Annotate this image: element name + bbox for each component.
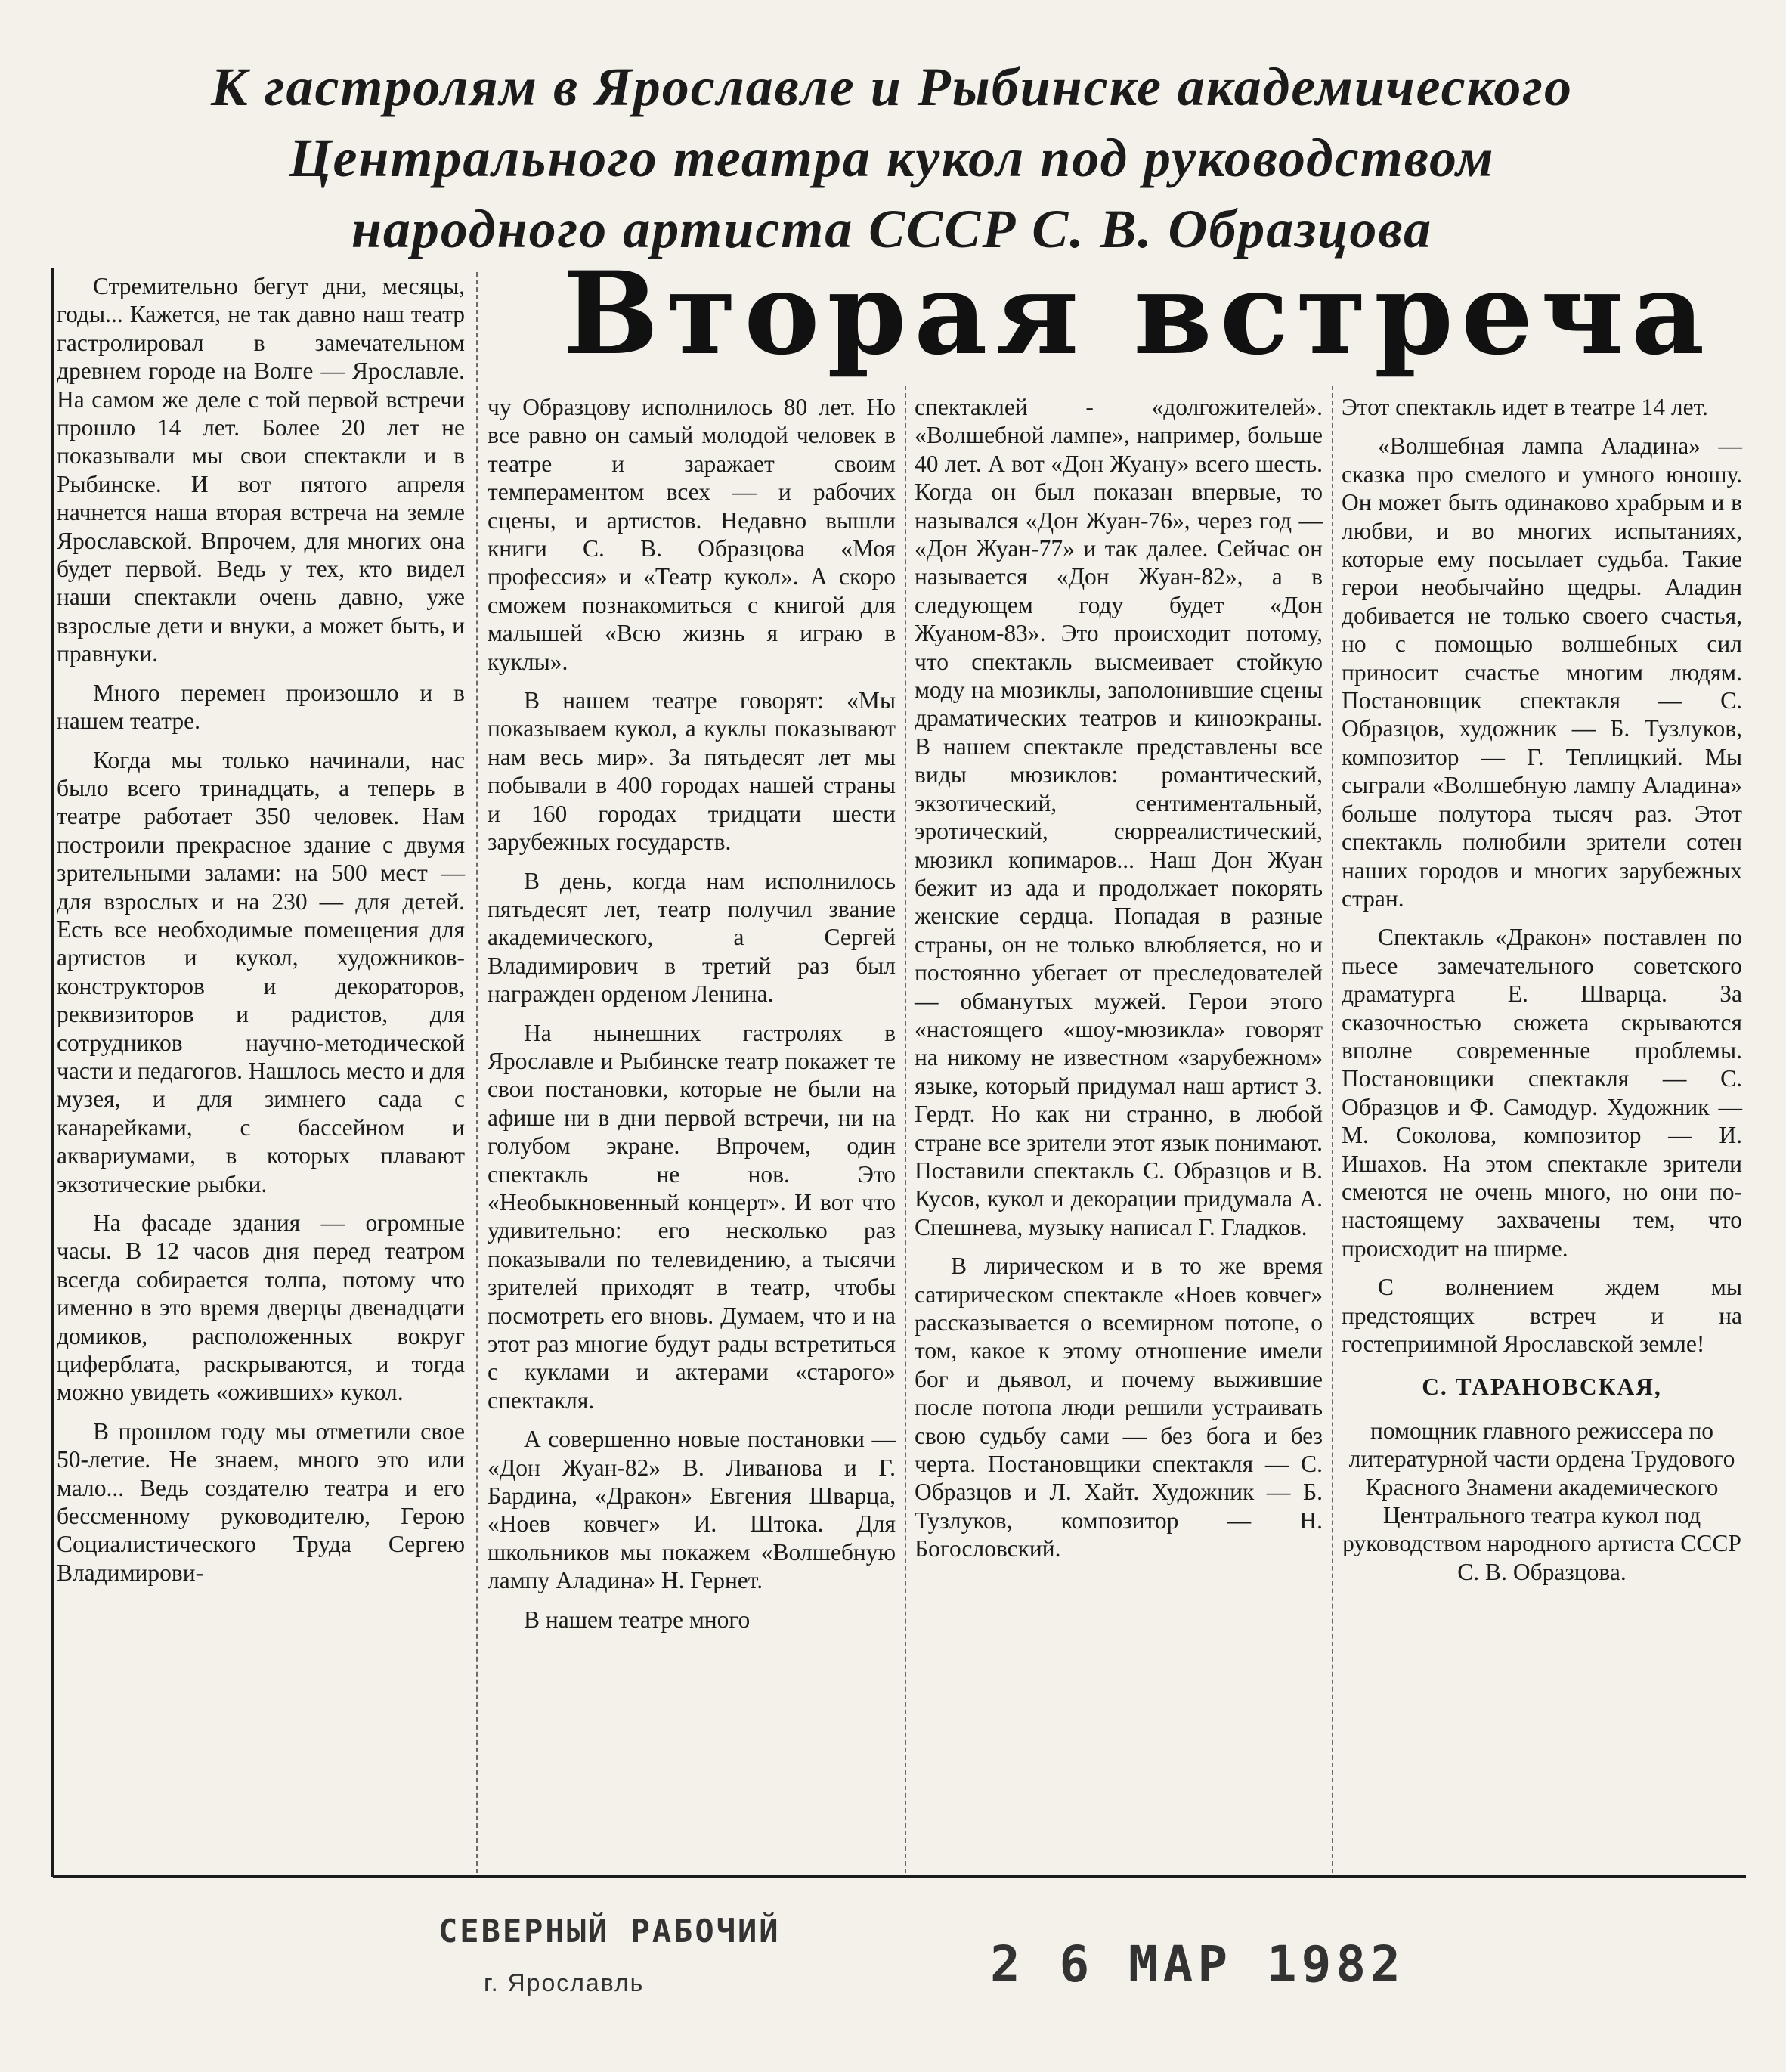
paragraph: С волнением ждем мы предстоящих встреч и на гостеприимной Ярославской земле!	[1342, 1274, 1742, 1357]
paragraph: Много перемен произошло и в нашем театре.	[57, 679, 465, 735]
city-stamp: г. Ярославль	[484, 1969, 645, 1996]
column-divider-2	[905, 386, 906, 1873]
paragraph: В прошлом году мы отметили свое 50-летие. Не знаем, много это или мало... Ведь создателю театра и его бессменному руководителю, Герою Социалистического Труда Сергею Владимирови-	[57, 1417, 465, 1586]
article-headline: Вторая встреча	[562, 247, 1713, 380]
paragraph: В нашем театре говорят: «Мы показываем кукол, а куклы показывают нам весь мир». За пятьдесят лет мы побывали в 400 городах нашей страны и 160 городах тридцати шести зарубежных государств.	[488, 687, 896, 856]
paragraph: Спектакль «Дракон» поставлен по пьесе замечательного советского драматурга Е. Шварца. За сказочностью сюжета скрываются вполне современные проблемы. Постановщики спектакля — С. Образцов и Ф. Самодур. Художник — М. Соколова, композитор — И. Ишахов. На этом спектакле зрители смеются не очень много, но они по-настоящему захвачены тем, что происходит на ширме.	[1342, 924, 1742, 1262]
article-column-4	[1342, 393, 1742, 1597]
article-column-2	[488, 393, 896, 1644]
author-position: помощник главного режиссера по литературной части ордена Трудового Красного Знамени академического Центрального театра кукол под руководством народного артиста СССР С. В. Образцова.	[1342, 1417, 1741, 1585]
supertitle-line-1: К гастролям в Ярославле и Рыбинске академического	[211, 57, 1573, 117]
supertitle-line-3: народного артиста СССР С. В. Образцова	[351, 199, 1433, 259]
newspaper-stamp: СЕВЕРНЫЙ РАБОЧИЙ	[438, 1912, 781, 1950]
paragraph: А совершенно новые постановки — «Дон Жуан-82» В. Ливанова и Г. Бардина, «Дракон» Евгения Шварца, «Ноев ковчег» И. Штока. Для школьников мы покажем «Волшебную лампу Аладина» Н. Гернет.	[488, 1426, 896, 1594]
paragraph: На фасаде здания — огромные часы. В 12 часов дня перед театром всегда собирается толпа, потому что именно в это время дверцы двенадцати домиков, расположенных вокруг циферблата, раскрываются, и тогда можно увидеть «оживших» кукол.	[57, 1209, 465, 1406]
paragraph: Стремительно бегут дни, месяцы, годы... Кажется, не так давно наш театр гастролировал в замечательном древнем городе на Волге — Ярославле. На самом же деле с той первой встречи прошло 14 лет. Более 20 лет не показывали мы свои спектакли и в Рыбинске. И вот пятого апреля начнется наша вторая встреча на земле Ярославской. Впрочем, для многих она будет первой. Ведь у тех, кто видел наши спектакли очень давно, уже взрослые дети и внуки, а может быть, и правнуки.	[57, 273, 465, 667]
paragraph: спектаклей - «долгожителей». «Волшебной лампе», например, больше 40 лет. А вот «Дон Жуану» всего шесть. Когда он был показан впервые, то назывался «Дон Жуан-76», через год — «Дон Жуан-77» и так далее. Сейчас он называется «Дон Жуан-82», а в следующем году будет «Дон Жуаном-83». Это происходит потому, что спектакль высмеивает стойкую моду на мюзиклы, заполонившие сцены драматических театров и киноэкраны. В нашем спектакле представлены все виды мюзиклов: романтический, экзотический, сентиментальный, эротический, сюрреалистический, мюзикл копимаров... Наш Дон Жуан бежит из ада и продолжает покорять женские сердца. Попадая в разные страны, он не только влюбляется, но и постоянно убегает от преследователей — обманутых мужей. Герои этого «настоящего «шоу-мюзикла» говорят на никому не известном «зарубежном» языке, который придумал наш артист З. Гердт. Но как ни странно, в любой стране все зрители этот язык понимают. Поставили спектакль С. Образцов и В. Кусов, кукол и декорации придумала А. Спешнева, музыку написал Г. Гладков.	[915, 394, 1323, 1240]
paragraph: В день, когда нам исполнилось пятьдесят лет, театр получил звание академического, а Сергей Владимирович в третий раз был награжден орденом Ленина.	[488, 867, 896, 1008]
paragraph: В нашем театре много	[524, 1606, 751, 1633]
paragraph: Когда мы только начинали, нас было всего тринадцать, а теперь в театре работает 350 человек. Нам построили прекрасное здание с двумя зрительными залами: на 500 мест — для взрослых и на 230 — для детей. Есть все необходимые помещения для артистов и кукол, художников-конструкторов и декораторов, реквизиторов и радистов, для сотрудников научно-методической части и педагогов. Нашлось место и для музея, и для зимнего сада с канарейками, с бассейном и аквариумами, в которых плавают экзотические рыбки.	[57, 746, 465, 1197]
article-supertitle	[91, 51, 1693, 265]
paragraph: На нынешних гастролях в Ярославле и Рыбинске театр покажет те свои постановки, которые не были на афише ни в дни первой встречи, ни на голубом экране. Впрочем, один спектакль не нов. Это «Необыкновенный концерт». И вот что удивительно: его несколько раз показывали по телевидению, а тысячи зрителей приходят в театр, чтобы посмотреть его вновь. Думаем, что и на этот раз многие будут рады встретиться с куклами и актерами «старого» спектакля.	[488, 1019, 896, 1414]
supertitle-line-2: Центрального театра кукол под руководством	[289, 128, 1495, 188]
bottom-border-rule	[53, 1875, 1746, 1878]
article-column-3	[915, 393, 1323, 1574]
paragraph: Этот спектакль идет в театре 14 лет.	[1342, 394, 1708, 420]
author-signature: С. ТАРАНОВСКАЯ,	[1422, 1374, 1662, 1401]
date-stamp: 2 6 МАР 1982	[990, 1935, 1405, 1993]
column-divider-1	[476, 272, 478, 1873]
column-divider-3	[1332, 386, 1333, 1873]
article-column-1	[57, 272, 465, 1597]
paragraph: «Волшебная лампа Аладина» — сказка про смелого и умного юношу. Он может быть одинаково храбрым и в любви, и во многих испытаниях, которые ему посылает судьба. Такие герои необычайно щедры. Аладин добивается не только своего счастья, но с помощью волшебных сил приносит счастье многим людям. Постановщик спектакля — С. Образцов, художник — Б. Тузлуков, композитор — Г. Теплицкий. Мы сыграли «Волшебную лампу Аладина» больше полутора тысяч раз. Этот спектакль полюбили зрители сотен наших городов и многих зарубежных стран.	[1342, 432, 1742, 912]
paragraph: чу Образцову исполнилось 80 лет. Но все равно он самый молодой человек в театре и заражает своим темпераментом всех — и рабочих сцены, и артистов. Недавно вышли книги С. В. Образцова «Моя профессия» и «Театр кукол». А скоро сможем познакомиться с книгой для малышей «Всю жизнь я играю в куклы».	[488, 394, 896, 675]
left-border-rule	[51, 268, 54, 1877]
paragraph: В лирическом и в то же время сатирическом спектакле «Ноев ковчег» рассказывается о всемирном потопе, о том, какое к этому отношение имели бог и дьявол, и почему выжившие после потопа люди решили устраивать свою судьбу сами — без бога и без черта. Постановщики спектакля — С. Образцов и Л. Хайт. Художник — Б. Тузлуков, композитор — Н. Богословский.	[915, 1253, 1323, 1563]
